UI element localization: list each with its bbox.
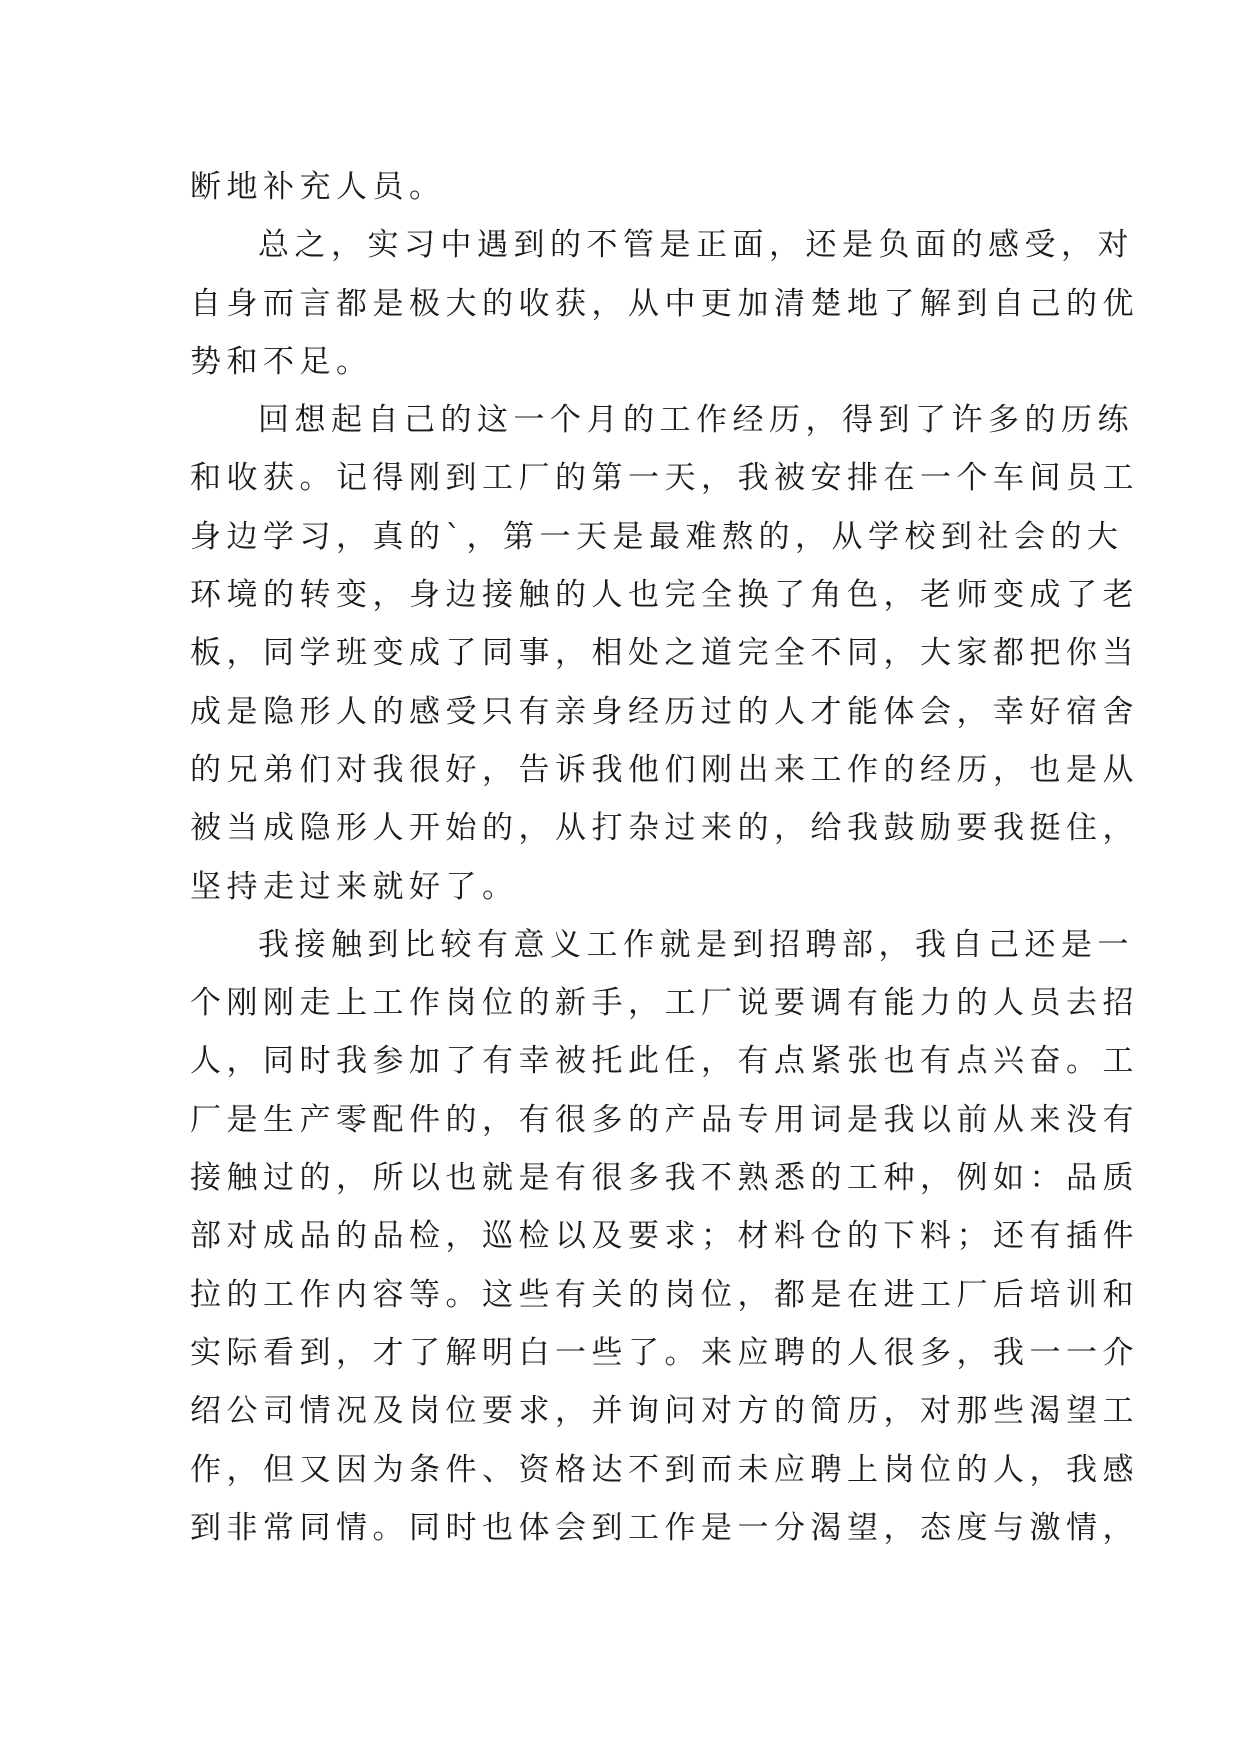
text-line: 和收获。记得刚到工厂的第一天，我被安排在一个车间员工 <box>190 460 1139 497</box>
text-line: 的兄弟们对我很好，告诉我他们刚出来工作的经历，也是从 <box>190 751 1139 788</box>
text-line: 作，但又因为条件、资格达不到而未应聘上岗位的人，我感 <box>190 1451 1139 1488</box>
text-body <box>190 158 1139 1557</box>
text-line: 拉的工作内容等。这些有关的岗位，都是在进工厂后培训和 <box>190 1276 1139 1313</box>
text-line: 身边学习，真的`，第一天是最难熬的，从学校到社会的大 <box>190 518 1124 555</box>
text-line: 绍公司情况及岗位要求，并询问对方的简历，对那些渴望工 <box>190 1393 1139 1430</box>
text-line: 被当成隐形人开始的，从打杂过来的，给我鼓励要我挺住， <box>190 810 1139 847</box>
text-line: 成是隐形人的感受只有亲身经历过的人才能体会，幸好宿舍 <box>190 693 1139 730</box>
text-line: 自身而言都是极大的收获，从中更加清楚地了解到自己的优 <box>190 285 1139 322</box>
text-line: 人，同时我参加了有幸被托此任，有点紧张也有点兴奋。工 <box>190 1043 1139 1080</box>
text-line: 接触过的，所以也就是有很多我不熟悉的工种，例如：品质 <box>190 1160 1139 1197</box>
text-line: 断地补充人员。 <box>190 169 446 205</box>
text-line: 板，同学班变成了同事，相处之道完全不同，大家都把你当 <box>190 635 1139 672</box>
text-line: 坚持走过来就好了。 <box>190 868 519 905</box>
text-line: 实际看到，才了解明白一些了。来应聘的人很多，我一一介 <box>190 1334 1139 1371</box>
text-line: 环境的转变，身边接触的人也完全换了角色，老师变成了老 <box>190 577 1139 614</box>
text-line: 部对成品的品检，巡检以及要求；材料仓的下料；还有插件 <box>190 1218 1139 1255</box>
text-line: 势和不足。 <box>190 343 373 380</box>
text-line: 到非常同情。同时也体会到工作是一分渴望，态度与激情， <box>190 1509 1139 1546</box>
paragraph-first-line: 我接触到比较有意义工作就是到招聘部，我自己还是一 <box>258 926 1134 963</box>
paragraph-first-line: 回想起自己的这一个月的工作经历，得到了许多的历练 <box>258 402 1134 439</box>
text-line: 厂是生产零配件的，有很多的产品专用词是我以前从来没有 <box>190 1101 1139 1138</box>
text-line: 个刚刚走上工作岗位的新手，工厂说要调有能力的人员去招 <box>190 985 1139 1022</box>
paragraph-first-line: 总之，实习中遇到的不管是正面，还是负面的感受，对 <box>258 227 1134 264</box>
